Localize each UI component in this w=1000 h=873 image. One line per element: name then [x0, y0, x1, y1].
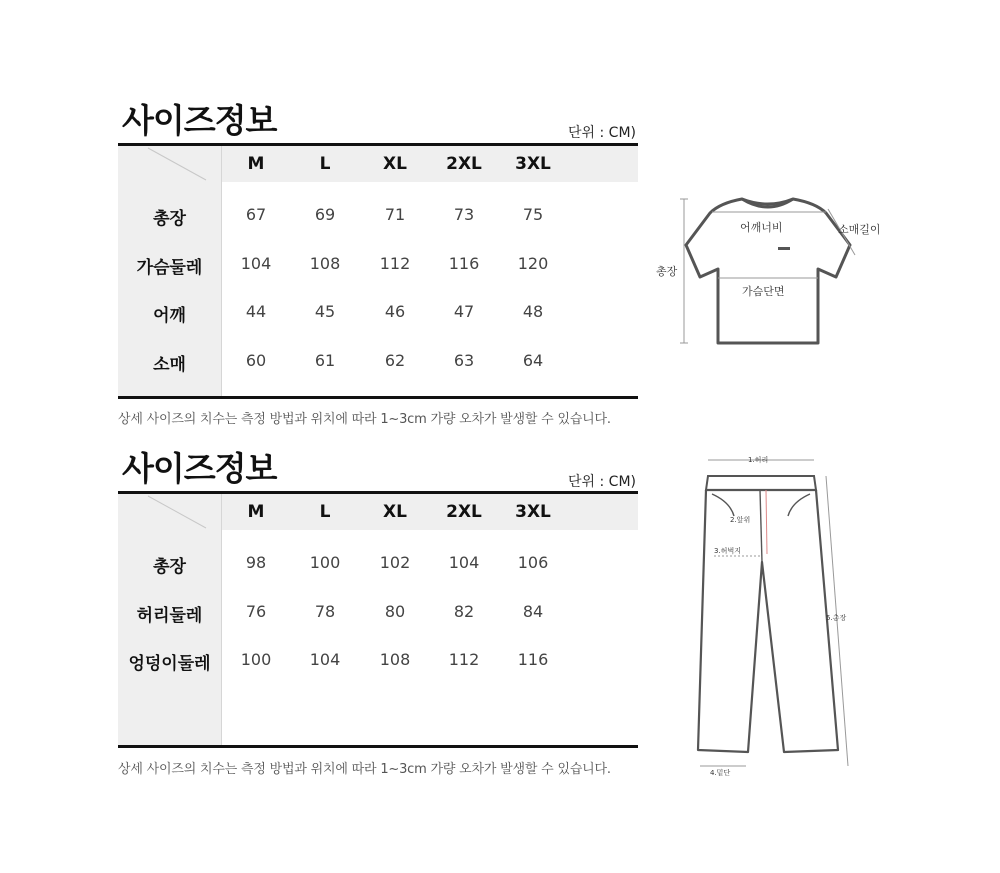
bottom-cell: 80 — [384, 602, 406, 621]
bottom-header-size-l: L — [319, 502, 331, 522]
bottom-header-size-xl: XL — [383, 502, 407, 522]
bottom-cell: 76 — [245, 602, 267, 621]
pants-waist-label: 1.허리 — [748, 456, 769, 464]
top-measurement-note: 상세 사이즈의 치수는 측정 방법과 위치에 따라 1~3cm 가량 오차가 발생할 수 있습니다. — [118, 412, 611, 427]
bottom-cell: 106 — [517, 553, 549, 572]
bottom-header-size-3xl: 3XL — [515, 502, 551, 522]
top-cell: 67 — [245, 205, 267, 224]
bottom-table-header-row — [118, 494, 638, 530]
bottom-cell: 100 — [240, 650, 272, 669]
shirt-length-label: 총장 — [656, 265, 678, 278]
top-cell: 73 — [453, 205, 475, 224]
bottom-row-label: 허리둘레 — [136, 606, 203, 626]
bottom-header-size-2xl: 2XL — [446, 502, 482, 522]
top-cell: 48 — [522, 302, 544, 321]
pants-thigh-label: 3.허벅지 — [714, 547, 741, 555]
top-header-diagonal-cell — [118, 146, 222, 182]
pants-length-label: 5.총장 — [826, 614, 847, 622]
top-header-size-2xl: 2XL — [446, 154, 482, 174]
bottom-row-label: 엉덩이둘레 — [128, 654, 211, 674]
bottom-cell: 102 — [379, 553, 411, 572]
bottom-cell: 104 — [309, 650, 341, 669]
top-row-label: 가슴둘레 — [136, 258, 203, 278]
pants-front-rise-label: 2.앞위 — [730, 516, 751, 524]
top-cell: 112 — [379, 254, 411, 273]
bottom-section-title: 사이즈정보 — [122, 449, 277, 488]
top-row-label: 어깨 — [153, 306, 186, 326]
top-cell: 62 — [384, 351, 406, 370]
bottom-measurement-note: 상세 사이즈의 치수는 측정 방법과 위치에 따라 1~3cm 가량 오차가 발생할 수 있습니다. — [118, 762, 611, 777]
top-header-size-3xl: 3XL — [515, 154, 551, 174]
bottom-table-bottomline — [118, 745, 638, 748]
top-row-label: 총장 — [153, 209, 186, 229]
top-cell: 44 — [245, 302, 267, 321]
shirt-sleeve-label: 소매길이 — [838, 223, 881, 236]
bottom-cell: 78 — [314, 602, 336, 621]
bottom-unit-label: 단위 : CM) — [568, 474, 636, 490]
top-cell: 63 — [453, 351, 475, 370]
top-size-section — [118, 95, 638, 430]
bottom-cell: 112 — [448, 650, 480, 669]
top-cell: 61 — [314, 351, 336, 370]
top-cell: 116 — [448, 254, 480, 273]
bottom-cell: 108 — [379, 650, 411, 669]
bottom-size-section — [118, 443, 638, 783]
top-row-label: 소매 — [153, 355, 186, 375]
top-cell: 75 — [522, 205, 544, 224]
bottom-cell: 100 — [309, 553, 341, 572]
top-cell: 69 — [314, 205, 336, 224]
shirt-chest-label: 가슴단면 — [742, 285, 785, 298]
top-cell: 64 — [522, 351, 544, 370]
top-section-title: 사이즈정보 — [122, 101, 277, 140]
top-cell: 47 — [453, 302, 475, 321]
bottom-cell: 116 — [517, 650, 549, 669]
tshirt-measurement-diagram — [650, 185, 890, 355]
shirt-shoulder-label: 어깨너비 — [740, 221, 783, 234]
top-header-size-m: M — [247, 154, 265, 174]
top-cell: 104 — [240, 254, 272, 273]
bottom-cell: 104 — [448, 553, 480, 572]
bottom-cell: 82 — [453, 602, 475, 621]
top-table-header-row — [118, 146, 638, 182]
bottom-cell: 84 — [522, 602, 544, 621]
top-cell: 71 — [384, 205, 406, 224]
top-header-size-l: L — [319, 154, 331, 174]
bottom-header-size-m: M — [247, 502, 265, 522]
top-cell: 60 — [245, 351, 267, 370]
top-cell: 108 — [309, 254, 341, 273]
bottom-cell: 98 — [245, 553, 267, 572]
bottom-row-label: 총장 — [153, 557, 186, 577]
top-header-size-xl: XL — [383, 154, 407, 174]
top-cell: 120 — [517, 254, 549, 273]
top-table-bottomline — [118, 396, 638, 399]
top-cell: 46 — [384, 302, 406, 321]
bottom-header-diagonal-cell — [118, 494, 222, 530]
pants-measurement-diagram — [690, 450, 870, 785]
top-cell: 45 — [314, 302, 336, 321]
pants-hem-label: 4.밑단 — [710, 769, 731, 777]
top-unit-label: 단위 : CM) — [568, 125, 636, 141]
